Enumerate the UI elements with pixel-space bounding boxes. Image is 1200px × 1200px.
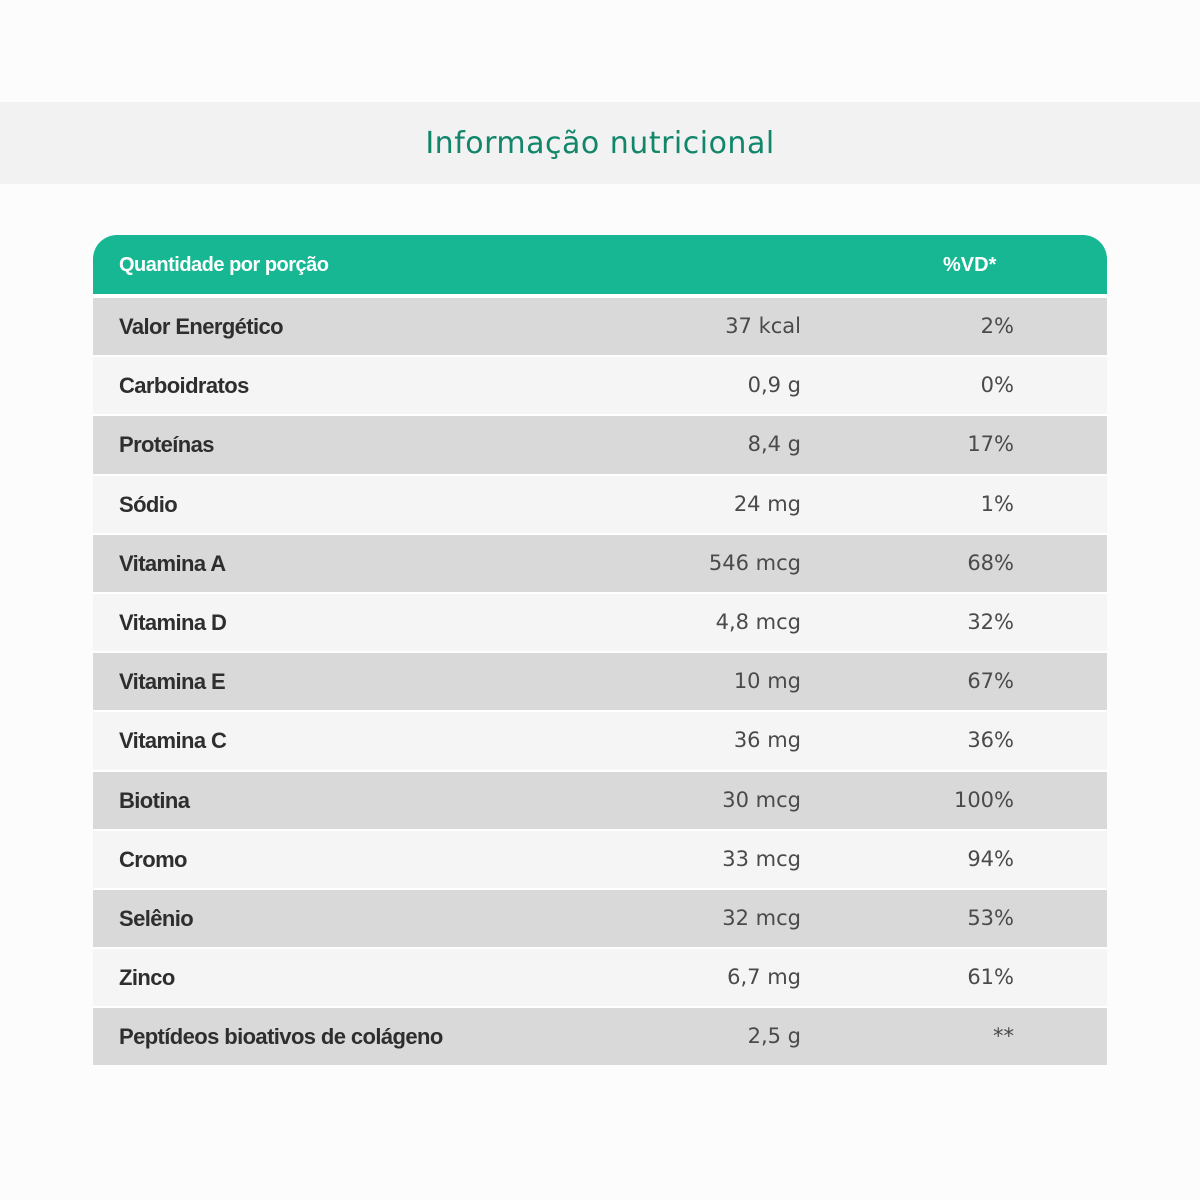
- table-row: [93, 355, 1107, 414]
- table-row: [93, 770, 1107, 829]
- nutrient-vd: 68%: [967, 550, 1014, 575]
- nutrient-amount: 2,5 g: [747, 1024, 801, 1049]
- nutrient-vd: 61%: [967, 965, 1014, 990]
- table-row: [93, 947, 1107, 1006]
- nutrient-name: Vitamina E: [119, 669, 226, 695]
- table-row: [93, 296, 1107, 355]
- nutrient-amount: 36 mg: [733, 728, 801, 753]
- nutrient-name: Selênio: [119, 905, 194, 931]
- nutrient-vd: 1%: [980, 491, 1014, 516]
- nutrient-name: Proteínas: [119, 432, 214, 458]
- table-body: [93, 296, 1107, 1065]
- nutrient-amount: 6,7 mg: [727, 965, 801, 990]
- nutrient-name: Cromo: [119, 846, 187, 872]
- nutrient-name: Sódio: [119, 491, 178, 517]
- nutrient-vd: **: [993, 1024, 1014, 1049]
- nutrient-name: Biotina: [119, 787, 190, 813]
- nutrient-amount: 8,4 g: [747, 432, 801, 457]
- nutrient-amount: 32 mcg: [722, 905, 801, 930]
- nutrient-name: Zinco: [119, 965, 175, 991]
- table-row: [93, 829, 1107, 888]
- nutrient-amount: 0,9 g: [747, 373, 801, 398]
- page-title: Informação nutricional: [425, 125, 775, 161]
- nutrient-amount: 4,8 mcg: [715, 609, 801, 634]
- nutrient-vd: 67%: [967, 669, 1014, 694]
- nutrient-vd: 2%: [980, 314, 1014, 338]
- nutrient-name: Valor Energético: [119, 314, 284, 339]
- table-row: [93, 888, 1107, 947]
- table-row: [93, 533, 1107, 592]
- nutrient-amount: 33 mcg: [722, 846, 801, 871]
- nutrient-amount: 37 kcal: [725, 314, 801, 338]
- nutrient-name: Vitamina A: [119, 550, 226, 576]
- nutrient-vd: 36%: [967, 728, 1014, 753]
- nutrient-name: Carboidratos: [119, 373, 249, 399]
- nutrient-name: Vitamina C: [119, 728, 227, 754]
- nutrient-vd: 0%: [980, 373, 1014, 398]
- nutrition-table: [93, 235, 1107, 1065]
- table-row: [93, 651, 1107, 710]
- table-row: [93, 592, 1107, 651]
- nutrient-amount: 30 mcg: [722, 787, 801, 812]
- nutrient-name: Vitamina D: [119, 609, 227, 635]
- table-row: [93, 1006, 1107, 1065]
- nutrient-vd: 94%: [967, 846, 1014, 871]
- nutrient-vd: 17%: [967, 432, 1014, 457]
- nutrient-amount: 546 mcg: [708, 550, 801, 575]
- table-header: [93, 235, 1107, 296]
- table-row: [93, 474, 1107, 533]
- title-band: [0, 102, 1200, 184]
- header-vd-label: %VD*: [943, 254, 997, 276]
- nutrient-name: Peptídeos bioativos de colágeno: [119, 1024, 443, 1050]
- nutrient-vd: 100%: [953, 787, 1014, 812]
- table-row: [93, 710, 1107, 769]
- table-row: [93, 414, 1107, 473]
- nutrient-vd: 53%: [967, 905, 1014, 930]
- nutrient-vd: 32%: [967, 609, 1014, 634]
- nutrient-amount: 24 mg: [733, 491, 801, 516]
- nutrient-amount: 10 mg: [733, 669, 801, 694]
- header-serving-label: Quantidade por porção: [119, 254, 329, 276]
